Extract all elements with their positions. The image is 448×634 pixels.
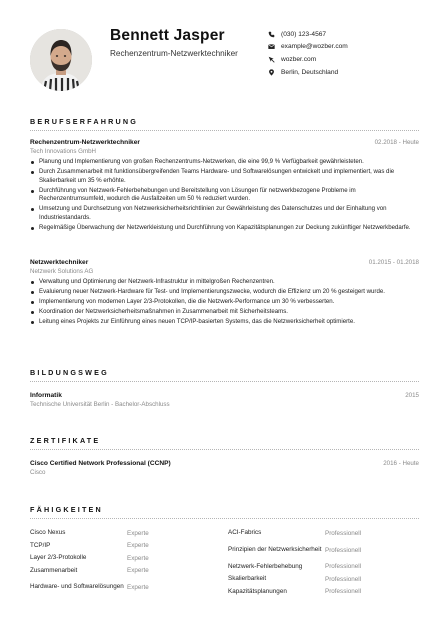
job-title: Netzwerktechniker: [30, 259, 89, 266]
job-bullet-list: [30, 278, 412, 328]
bullet-icon: [31, 190, 34, 193]
candidate-name: Bennett Jasper: [110, 27, 225, 44]
contact-website[interactable]: [268, 53, 438, 66]
skill-level: Experte: [127, 529, 149, 537]
bullet-text: Verwaltung und Optimierung der Netzwerk-Infrastruktur in mittelgroßen Rechenzentren.: [39, 278, 275, 285]
certificate-issuer: Cisco: [30, 469, 46, 476]
bullet-icon: [31, 171, 34, 174]
bullet-icon: [31, 281, 34, 284]
skill-level: Professionell: [325, 529, 362, 537]
bullet-icon: [31, 321, 34, 324]
bullet-icon: [31, 208, 34, 211]
skill-level: Professionell: [325, 575, 362, 583]
contact-phone-text: (030) 123-4567: [281, 30, 327, 38]
list-item: [30, 158, 412, 167]
job-date: 01.2015 - 01.2018: [368, 259, 419, 266]
contact-website-text[interactable]: wozber.com: [281, 55, 317, 63]
link-icon: [268, 56, 275, 63]
skill-level: Experte: [127, 542, 149, 550]
profile-photo: [30, 29, 92, 91]
job-date: 02.2018 - Heute: [374, 139, 419, 146]
skill-row: [228, 586, 418, 599]
job-bullet-list: [30, 158, 412, 234]
portrait-image: [30, 29, 92, 91]
list-item: [30, 168, 412, 185]
list-item: [30, 288, 412, 297]
skill-name: Hardware- und Softwarelösungen: [30, 583, 124, 591]
contact-email-text[interactable]: example@wozber.com: [281, 43, 348, 51]
job-company: Tech Innovations GmbH: [30, 148, 97, 155]
list-item: [30, 298, 412, 307]
section-title-education: BILDUNGSWEG: [30, 368, 109, 377]
bullet-icon: [31, 161, 34, 164]
list-item: [30, 224, 412, 233]
education-degree: Informatik: [30, 392, 62, 399]
job-company: Netzwerk Solutions AG: [30, 268, 94, 275]
skill-level: Experte: [127, 567, 149, 575]
bullet-icon: [31, 311, 34, 314]
skill-level: Professionell: [325, 588, 362, 596]
bullet-text: Durch Zusammenarbeit mit funktionsübergreifenden Teams Hardware- und Softwarelösungen entwickelt und implementiert, was die Skalierbarkeit um 35 % erhöhte.: [39, 168, 395, 184]
contact-location: [268, 66, 438, 79]
skill-name: ACI-Fabrics: [228, 529, 262, 537]
section-title-certificates: ZERTIFIKATE: [30, 436, 101, 445]
location-pin-icon: [268, 69, 275, 76]
skill-row: [228, 561, 418, 574]
bullet-text: Koordination der Netzwerksicherheitsmaßnahmen in Zusammenarbeit mit Sicherheitsteams.: [39, 308, 288, 316]
section-divider: [30, 449, 419, 450]
job-title: Rechenzentrum-Netzwerktechniker: [30, 139, 140, 146]
skill-level: Experte: [127, 554, 149, 562]
skill-level: Professionell: [325, 563, 362, 571]
section-title-experience: BERUFSERFAHRUNG: [30, 117, 139, 126]
list-item: [30, 187, 412, 204]
skill-row: [30, 577, 220, 598]
email-icon: [268, 43, 275, 50]
certificate-name: Cisco Certified Network Professional (CCNP): [30, 460, 171, 467]
contact-email[interactable]: [268, 41, 438, 54]
skill-level: Professionell: [325, 546, 362, 554]
skill-level: Experte: [127, 584, 149, 591]
section-divider: [30, 381, 419, 382]
bullet-text: Durchführung von Netzwerk-Fehlerbehebungen und Bereitstellung von Lösungen für netzwerkbezogene Probleme im Rechenzentrumsumfeld, wodurch die Ausfallzeiten um 50 % reduziert wurden.: [39, 186, 356, 203]
contact-phone: [268, 28, 438, 41]
list-item: [30, 308, 412, 317]
bullet-text: Evaluierung neuer Netzwerk-Hardware für Test- und Implementierungszwecke, wodurch die Effizienz um 20 % gesteigert wurde.: [39, 288, 385, 296]
bullet-text: Leitung eines Projekts zur Einführung eines neuen TCP/IP-basierten Systems, das die Netzwerksicherheit optimierte.: [39, 318, 355, 326]
list-item: [30, 205, 412, 222]
skill-row: [228, 540, 418, 561]
skill-row: [30, 527, 220, 540]
certificate-date: 2016 - Heute: [383, 460, 419, 467]
skill-row: [30, 565, 220, 578]
bullet-text: Implementierung von modernen Layer 2/3-Protokollen, die die Netzwerk-Performance um 30 % verbesserten.: [39, 298, 335, 306]
bullet-text: Umsetzung und Durchsetzung von Netzwerksicherheitsrichtlinien zur Gewährleistung des Datenschutzes und der Einhaltung von Industriestandards.: [39, 205, 387, 222]
skill-name: TCP/IP: [30, 541, 51, 549]
skill-name: Netzwerk-Fehlerbehebung: [228, 562, 303, 570]
skill-name: Cisco Nexus: [30, 529, 66, 537]
candidate-role: Rechenzentrum-Netzwerktechniker: [110, 49, 238, 58]
skill-name: Kapazitätsplanungen: [228, 587, 287, 595]
section-divider: [30, 518, 419, 519]
list-item: [30, 278, 412, 287]
contact-list: [268, 28, 438, 78]
bullet-text: Planung und Implementierung von großen Rechenzentrums-Netzwerken, die eine 99,9 % Verfügbarkeit gewährleisteten.: [39, 158, 364, 165]
skill-name: Zusammenarbeit: [30, 566, 78, 574]
bullet-icon: [31, 291, 34, 294]
bullet-icon: [31, 301, 34, 304]
skills-column-right: [228, 527, 418, 598]
skill-name: Skalierbarkeit: [228, 575, 267, 583]
bullet-icon: [31, 227, 34, 230]
bullet-text: Regelmäßige Überwachung der Netzwerkleistung und Durchführung von Kapazitätsplanungen zur Deckung zukünftiger Netzwerkbedarfe.: [39, 224, 411, 232]
skill-row: [228, 573, 418, 586]
list-item: [30, 318, 412, 327]
skill-row: [30, 552, 220, 565]
skills-column-left: [30, 527, 220, 598]
skill-row: [30, 540, 220, 553]
education-school: Technische Universität Berlin - Bachelor-Abschluss: [30, 401, 170, 408]
section-title-skills: FÄHIGKEITEN: [30, 505, 103, 514]
contact-location-text: Berlin, Deutschland: [281, 68, 339, 76]
education-date: 2015: [405, 392, 419, 399]
section-divider: [30, 130, 419, 131]
skill-name: Prinzipien der Netzwerksicherheit: [228, 545, 322, 553]
skill-row: [228, 527, 418, 540]
phone-icon: [268, 31, 275, 38]
skill-name: Layer 2/3-Protokolle: [30, 554, 87, 562]
